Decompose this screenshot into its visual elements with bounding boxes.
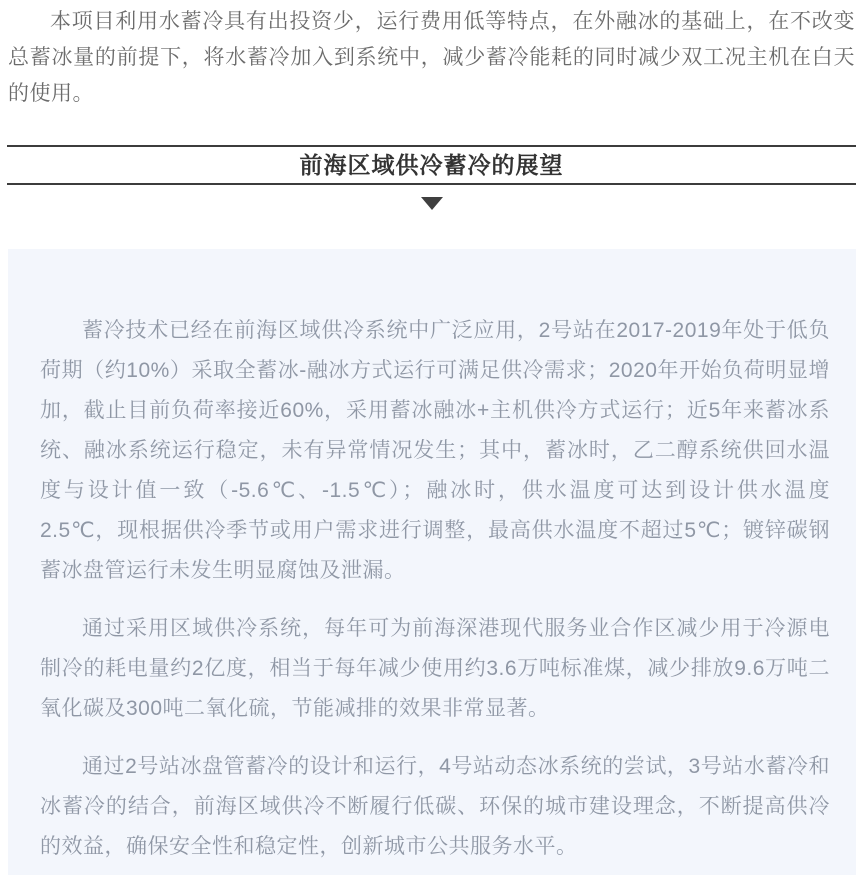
highlight-paragraph-energy-savings: 通过采用区域供冷系统，每年可为前海深港现代服务业合作区减少用于冷源电制冷的耗电量约2亿度，相当于每年减少使用约3.6万吨标准煤，减少排放9.6万吨二氧化碳及300吨二氧化硫，节能减排的效果非常显著。 (40, 617, 830, 720)
section-title: 前海区域供冷蓄冷的展望 (299, 152, 564, 178)
triangle-down-icon (421, 197, 443, 210)
intro-paragraph: 本项目利用水蓄冷具有出投资少，运行费用低等特点，在外融冰的基础上，在不改变总蓄冰量的前提下，将水蓄冷加入到系统中，减少蓄冷能耗的同时减少双工况主机在白天的使用。 (8, 10, 855, 105)
section-divider (0, 197, 863, 210)
highlight-box (8, 249, 856, 875)
highlight-paragraph-outlook: 通过2号站冰盘管蓄冷的设计和运行，4号站动态冰系统的尝试，3号站水蓄冷和冰蓄冷的结合，前海区域供冷不断履行低碳、环保的城市建设理念，不断提高供冷的效益，确保安全性和稳定性，创新城市公共服务水平。 (40, 755, 830, 858)
section-heading-banner (7, 145, 856, 185)
highlight-paragraph-operation-status: 蓄冷技术已经在前海区域供冷系统中广泛应用，2号站在2017-2019年处于低负荷期（约10%）采取全蓄冰-融冰方式运行可满足供冷需求；2020年开始负荷明显增加，截止目前负荷率接近60%，采用蓄冰融冰+主机供冷方式运行；近5年来蓄冰系统、融冰系统运行稳定，未有异常情况发生；其中，蓄冰时，乙二醇系统供回水温度与设计值一致（-5.6℃、-1.5℃）；融冰时，供水温度可达到设计供水温度2.5℃，现根据供冷季节或用户需求进行调整，最高供水温度不超过5℃；镀锌碳钢蓄冰盘管运行未发生明显腐蚀及泄漏。 (40, 319, 830, 582)
